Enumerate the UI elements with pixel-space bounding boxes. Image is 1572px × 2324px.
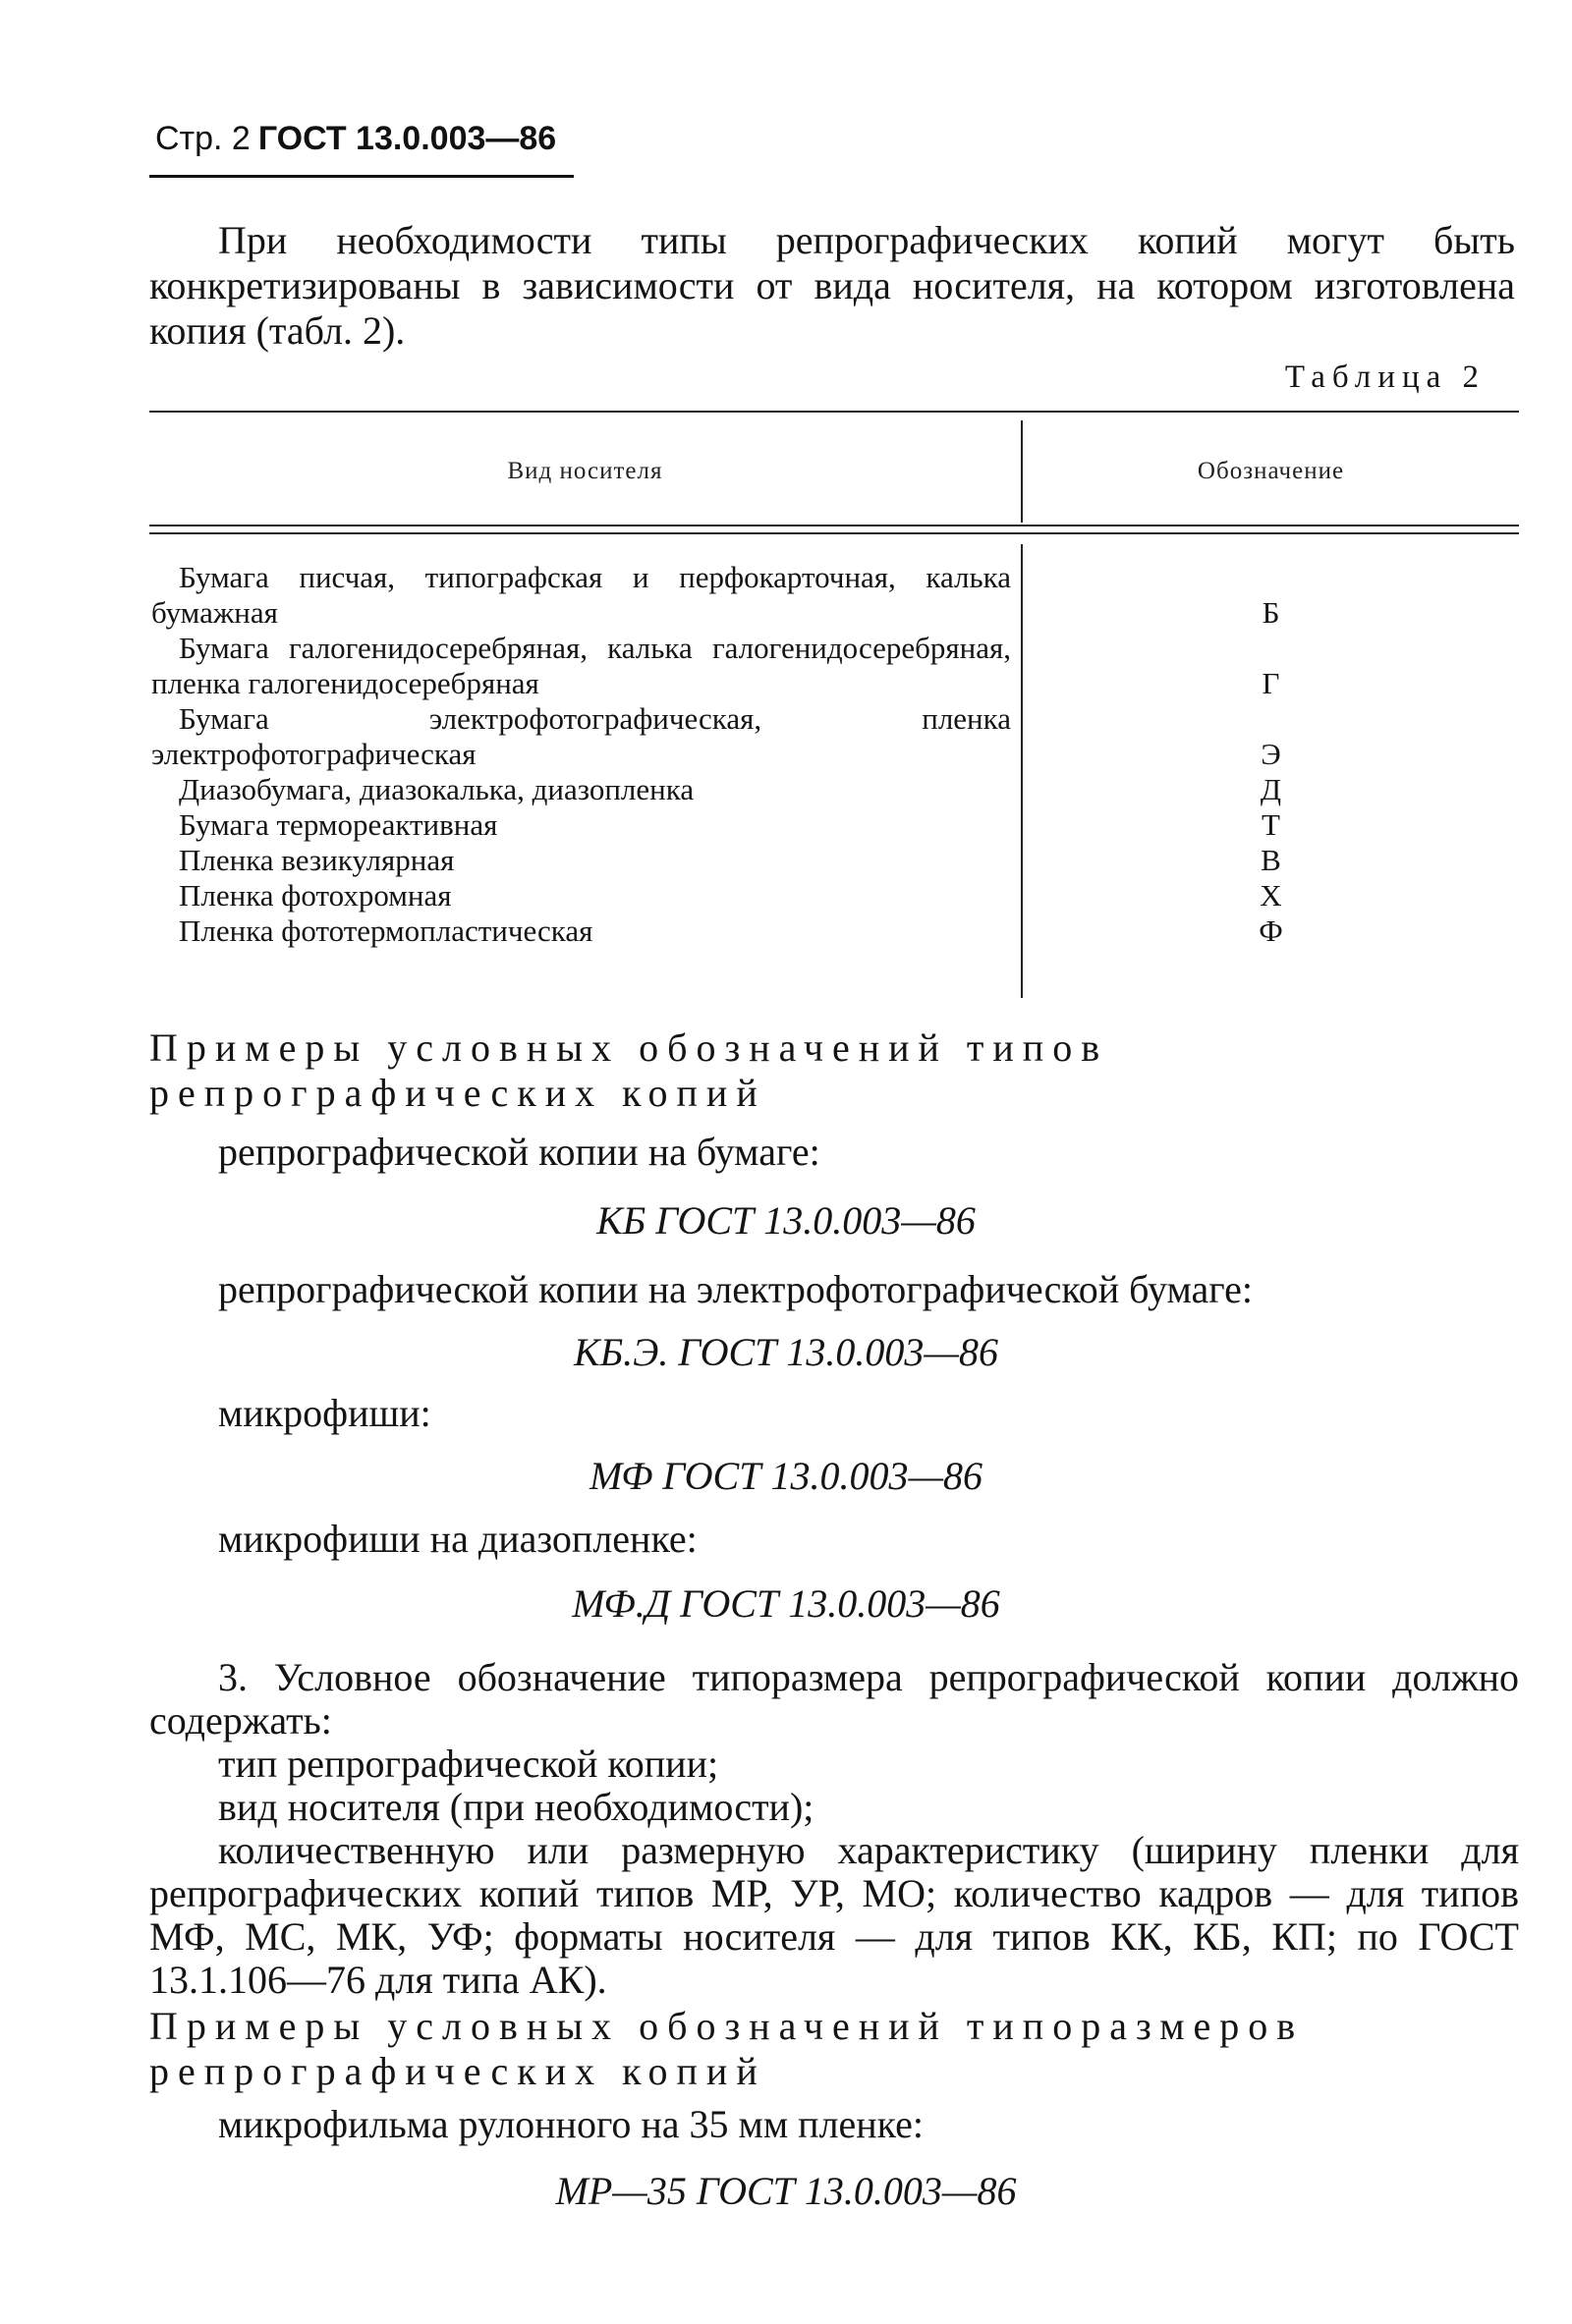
list-item: количественную или размерную характеристику (ширину пленки для репрографических копий типов МР, УР, МО; количество кадров — для типов МФ, МС, МК, УФ; форматы носителя — для типов КК, КБ, КП; по ГОСТ 13.1.106—76 для типа АК).	[149, 1828, 1519, 2002]
code-cell: Д	[1260, 772, 1282, 806]
code-column	[1023, 560, 1519, 949]
code-cell: Т	[1262, 807, 1280, 842]
code-cell: В	[1261, 843, 1281, 877]
column-header-code: Обозначение	[1197, 458, 1345, 484]
header-underline	[149, 175, 574, 178]
table-title: Таблица 2	[1284, 360, 1486, 395]
example-designation: КБ.Э. ГОСТ 13.0.003—86	[574, 1330, 998, 1374]
section-3-intro: 3. Условное обозначение типоразмера репрографической копии должно содержать:	[149, 1655, 1519, 1743]
table-row: Пленка фотохромная	[179, 878, 452, 913]
code-cell: Э	[1261, 737, 1281, 771]
header-standard: ГОСТ 13.0.003—86	[257, 120, 557, 157]
list-item: тип репрографической копии;	[218, 1742, 719, 1786]
example-designation: КБ ГОСТ 13.0.003—86	[596, 1198, 976, 1243]
example-designation: МФ.Д ГОСТ 13.0.003—86	[572, 1581, 1000, 1626]
code-cell: Ф	[1259, 913, 1283, 948]
example-designation: МР—35 ГОСТ 13.0.003—86	[555, 2169, 1017, 2213]
page-number: Стр. 2	[155, 120, 251, 157]
column-header-carrier: Вид носителя	[507, 458, 663, 484]
list-item: вид носителя (при необходимости);	[218, 1785, 814, 1829]
code-cell: Г	[1262, 666, 1280, 700]
example-label: репрографической копии на бумаге:	[218, 1130, 820, 1174]
example-label: микрофиши на диазопленке:	[218, 1517, 698, 1561]
table-row: Пленка фототермопластическая	[179, 913, 593, 948]
table-row: Бумага галогенидосеребряная, калька галогенидосеребряная, пленка галогенидосеребряная	[151, 631, 1011, 700]
code-cell: Х	[1260, 878, 1282, 913]
table-header-rule-2	[149, 532, 1519, 534]
table-row: Бумага писчая, типографская и перфокарточная, калька бумажная	[151, 560, 1011, 630]
table-row: Диазобумага, диазокалька, диазопленка	[179, 772, 695, 806]
intro-text: При необходимости типы репрографических копий могут быть конкретизированы в зависимости от вида носителя, на котором изготовлена копия (табл. 2).	[149, 218, 1515, 353]
table-row: Бумага термореактивная	[179, 807, 498, 842]
example-label: репрографической копии на электрофотографической бумаге:	[218, 1267, 1253, 1311]
example-designation: МФ ГОСТ 13.0.003—86	[589, 1454, 983, 1498]
section-3	[149, 1656, 1519, 2002]
example-label: микрофильма рулонного на 35 мм пленке:	[218, 2102, 924, 2146]
intro-paragraph	[149, 218, 1515, 354]
table-row: Пленка везикулярная	[179, 843, 455, 877]
example-label: микрофиши:	[218, 1391, 431, 1435]
carrier-column	[149, 560, 1021, 949]
table-top-rule	[149, 411, 1519, 413]
table-header-rule-1	[149, 525, 1519, 526]
page-header	[155, 120, 556, 158]
examples-sizes-heading: Примеры условных обозначений типоразмеров репрографических копий	[149, 2004, 1305, 2093]
examples-types-heading: Примеры условных обозначений типов репрографических копий	[149, 1025, 1109, 1115]
code-cell: Б	[1262, 595, 1280, 630]
carrier-table	[149, 411, 1519, 998]
table-row: Бумага электрофотографическая, пленка электрофотографическая	[151, 701, 1011, 771]
